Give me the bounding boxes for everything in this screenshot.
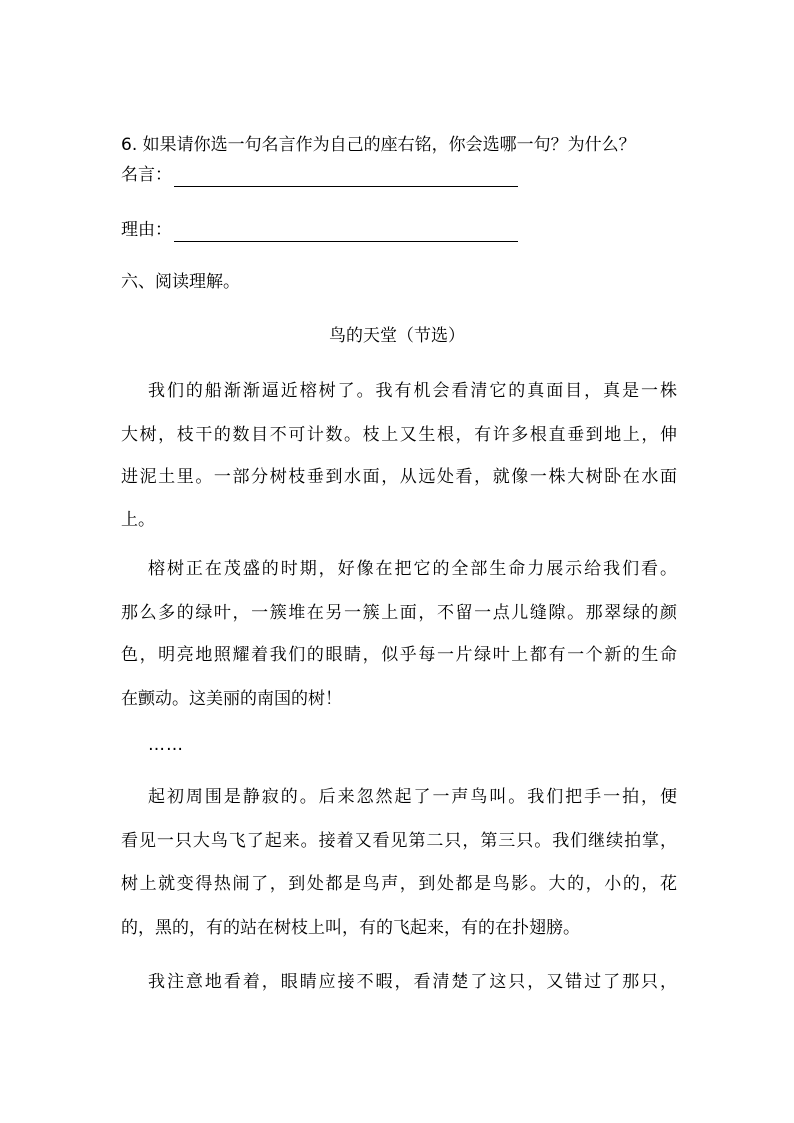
passage-title: 鸟的天堂（节选） — [329, 326, 465, 346]
paragraph-line: 树上就变得热闹了，到处都是鸟声，到处都是鸟影。大的，小的，花 — [121, 874, 677, 894]
quote-label: 名言： — [121, 165, 172, 185]
paragraph-line: 看见一只大鸟飞了起来。接着又看见第二只，第三只。我们继续拍掌， — [121, 831, 677, 851]
paragraph-line: 那么多的绿叶，一簇堆在另一簇上面，不留一点儿缝隙。那翠绿的颜 — [121, 603, 677, 623]
passage-ellipsis: …… — [148, 735, 184, 755]
paragraph-line: 进泥土里。一部分树枝垂到水面，从远处看，就像一株大树卧在水面 — [121, 467, 677, 487]
question-6-prompt: 6. 如果请你选一句名言作为自己的座右铭，你会选哪一句？为什么？ — [121, 135, 636, 155]
quote-answer-row — [121, 163, 518, 187]
paragraph-line: 榕树正在茂盛的时期，好像在把它的全部生命力展示给我们看。 — [148, 559, 677, 579]
reason-answer-row — [121, 218, 518, 242]
paragraph-line: 色，明亮地照耀着我们的眼睛，似乎每一片绿叶上都有一个新的生命 — [121, 645, 677, 665]
reason-label: 理由： — [121, 220, 172, 240]
paragraph-line: 大树，枝干的数目不可计数。枝上又生根，有许多根直垂到地上，伸 — [121, 425, 677, 445]
paragraph-line: 我们的船渐渐逼近榕树了。我有机会看清它的真面目，真是一株 — [148, 381, 677, 401]
paragraph-line: 我注意地看着，眼睛应接不暇，看清楚了这只，又错过了那只， — [148, 972, 677, 992]
paragraph-line: 起初周围是静寂的。后来忽然起了一声鸟叫。我们把手一拍，便 — [148, 787, 677, 807]
quote-answer-blank[interactable] — [174, 166, 518, 187]
reason-answer-blank[interactable] — [174, 221, 518, 242]
section-heading: 六、阅读理解。 — [121, 272, 240, 292]
paragraph-line: 上。 — [121, 510, 155, 530]
paragraph-line: 的，黑的，有的站在树枝上叫，有的飞起来，有的在扑翅膀。 — [121, 918, 580, 938]
paragraph-line: 在颤动。这美丽的南国的树！ — [121, 689, 342, 709]
